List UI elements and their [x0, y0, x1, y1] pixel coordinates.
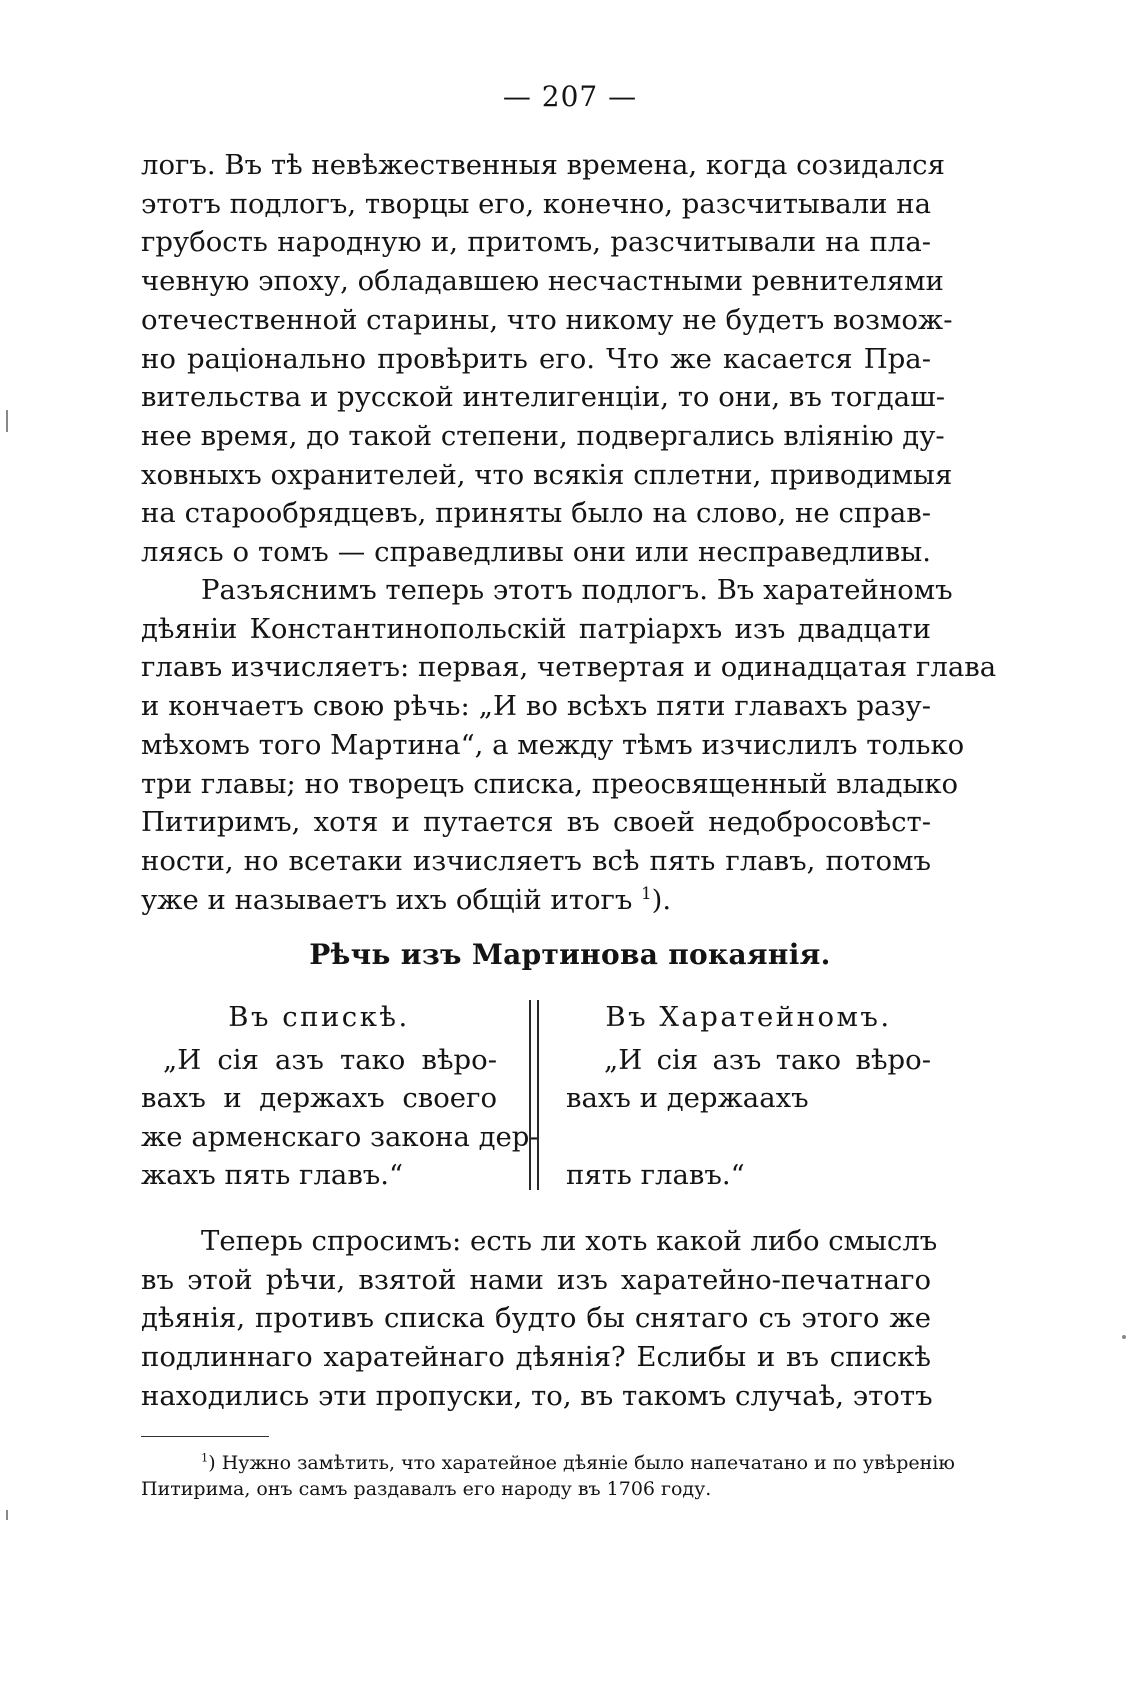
footnote-reference[interactable]: 1 [641, 883, 652, 903]
comparison-column-charter [566, 998, 931, 1195]
text-line: чевную эпоху, обладавшею несчастными ревнителями [141, 265, 944, 298]
footnote-line: Питирима, онъ самъ раздавалъ его народу въ 1706 году. [141, 1478, 712, 1500]
text-line: этотъ подлогъ, творцы его, конечно, разсчитывали на [141, 187, 931, 220]
column-line: пять главъ.“ [566, 1159, 745, 1191]
column-line: вахъ и держаахъ [566, 1082, 809, 1114]
scan-edge-mark [1122, 1335, 1126, 1339]
footnote-separator [141, 1436, 269, 1437]
paragraph-1 [141, 146, 953, 572]
text-line: мѣхомъ того Мартина“, а между тѣмъ изчислилъ только [141, 728, 965, 761]
column-line: же арменскаго закона дер- [141, 1120, 539, 1153]
text-line: логъ. Въ тѣ невѣжественныя времена, когда созидался [141, 149, 945, 181]
text-line [141, 881, 931, 920]
text-line: ховныхъ охранителей, что всякія сплетни, приводимыя [141, 458, 953, 491]
text-line: ности, но всетаки изчисляетъ всѣ пять главъ, потомъ [141, 844, 931, 877]
text-line: Питиримъ, хотя и путается въ своей недобросовѣст- [141, 806, 931, 839]
text-line: въ этой рѣчи, взятой нами изъ харатейно-печатнаго [141, 1263, 931, 1296]
text-line: Разъяснимъ теперь этотъ подлогъ. Въ харатейномъ [201, 574, 953, 606]
column-heading: Въ Харатейномъ. [605, 1001, 892, 1033]
text-line: на старообрядцевъ, приняты было на слово, не справ- [141, 497, 931, 530]
text-line: главъ изчисляетъ: первая, четвертая и одинадцатая глава [141, 651, 997, 684]
comparison-column-list [141, 998, 539, 1195]
scan-edge-mark [6, 1510, 8, 1520]
text-line: находились эти пропуски, то, въ такомъ случаѣ, этотъ [141, 1379, 933, 1412]
text-line: отечественной старины, что никому не будетъ возмож- [141, 303, 953, 336]
text-line: но раціонально провѣрить его. Что же касается Пра- [141, 342, 931, 375]
column-line-blank [566, 1118, 931, 1157]
footnote-text: ) Нужно замѣтить, что харатейное дѣяніе было напечатано и по увѣренію [208, 1452, 955, 1474]
page-number: — 207 — [502, 80, 638, 113]
closing-punctuation: ). [651, 883, 672, 916]
text-line: подлиннаго харатейнаго дѣянія? Еслибы и въ спискѣ [141, 1341, 931, 1374]
paragraph-3 [141, 1222, 938, 1416]
column-heading: Въ спискѣ. [228, 1001, 410, 1033]
text-line: дѣянія, противъ списка будто бы снятаго съ этого же [141, 1302, 931, 1335]
text-line: Теперь спросимъ: есть ли хоть какой либо смыслъ [201, 1225, 938, 1257]
column-line: вахъ и держахъ своего [141, 1082, 497, 1114]
column-divider [529, 1000, 539, 1190]
text-line: ляясь о томъ — справедливы они или несправедливы. [141, 536, 931, 569]
text-line: нее время, до такой степени, подвергались вліянію ду- [141, 419, 945, 452]
footnote [141, 1450, 955, 1502]
paragraph-2 [141, 571, 997, 919]
text-line: грубость народную и, притомъ, разсчитывали на пла- [141, 226, 931, 259]
footnote-line [141, 1450, 955, 1476]
comparison-table [141, 998, 931, 1198]
text-line: три главы; но творецъ списка, преосвященный владыко [141, 767, 959, 800]
scan-edge-mark [6, 410, 8, 432]
column-line: „И сія азъ тако вѣро- [604, 1043, 931, 1076]
text-line-content: уже и называетъ ихъ общій итогъ [141, 883, 633, 916]
text-line: вительства и русской интелигенціи, то они, въ тогдаш- [141, 381, 945, 414]
footnote-marker: 1 [201, 1450, 209, 1465]
column-line: жахъ пять главъ.“ [141, 1159, 404, 1191]
column-line: „И сія азъ тако вѣро- [163, 1043, 497, 1076]
section-heading: Рѣчь изъ Мартинова покаянія. [309, 938, 831, 971]
text-line: дѣяніи Константинопольскій патріархъ изъ двадцати [141, 612, 931, 645]
text-line: и кончаетъ свою рѣчь: „И во всѣхъ пяти главахъ разу- [141, 690, 931, 723]
